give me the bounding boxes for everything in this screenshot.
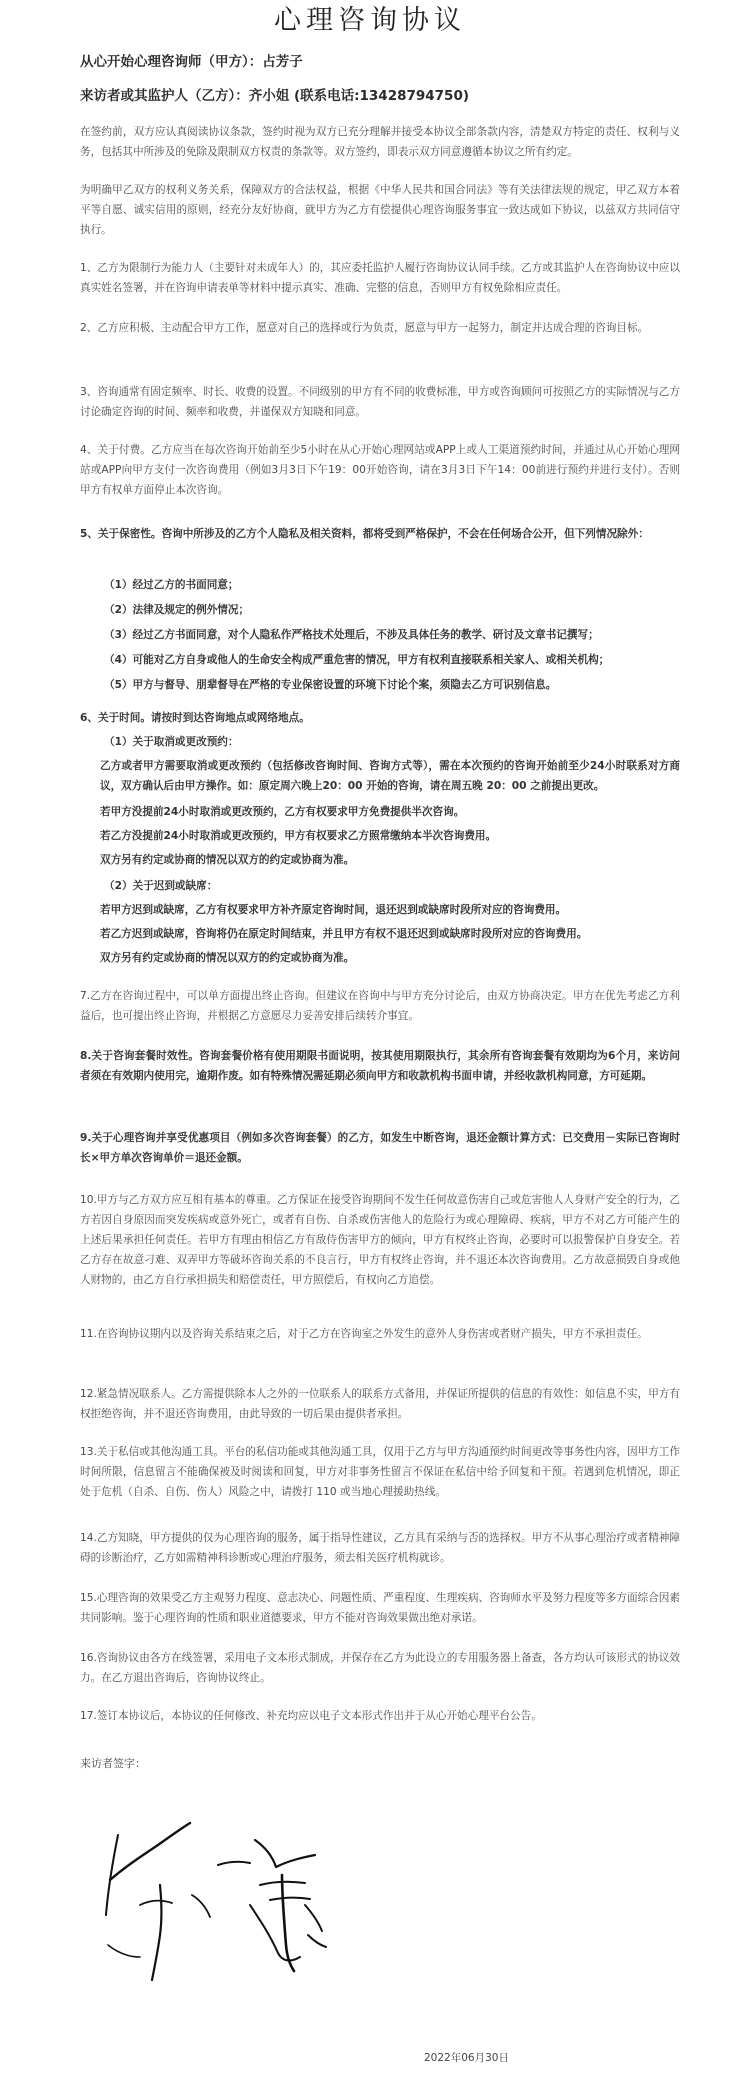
clause-4: 4、关于付费。乙方应当在每次咨询开始前至少5小时在从心开始心理网站或APP上或人工渠道预约时间，并通过从心开始心理网站或APP向甲方支付一次咨询费用（例如3月3日下午19：00开始咨询，请在3月3日下午14：00前进行预约并进行支付）。否则甲方有权单方面停止本次咨询。 — [80, 444, 680, 496]
clause-5-item: （2）法律及规定的例外情况； — [104, 604, 250, 616]
handwritten-signature — [100, 1795, 340, 1999]
clause-6: 6、关于时间。请按时到达咨询地点或网络地点。 — [80, 712, 310, 724]
clause-2: 2、乙方应积极、主动配合甲方工作，愿意对自己的选择或行为负责，愿意与甲方一起努力，制定并达成合理的咨询目标。 — [80, 322, 649, 334]
clause-6-rule: 双方另有约定或协商的情况以双方的约定或协商为准。 — [100, 952, 355, 964]
clause-5-item: （3）经过乙方书面同意，对个人隐私作严格技术处理后，不涉及具体任务的教学、研讨及文章书记撰写； — [104, 629, 599, 641]
clause-5-item: （4）可能对乙方自身或他人的生命安全构成严重危害的情况，甲方有权利直接联系相关家人、或相关机构； — [104, 654, 610, 666]
clause-13: 13.关于私信或其他沟通工具。平台的私信功能或其他沟通工具，仅用于乙方与甲方沟通预约时间更改等事务性内容，因甲方工作时间所限，信息留言不能确保被及时阅读和回复，甲方对非事务性留言不保证在私信中给予回复和干预。若遇到危机情况，即正处于危机（自杀、自伤、伤人）风险之中，请拨打 110 或当地心理援助热线。 — [80, 1446, 680, 1498]
clause-6-rule: 若乙方迟到或缺席，咨询将仍在原定时间结束，并且甲方有权不退还迟到或缺席时段所对应的咨询费用。 — [100, 928, 588, 940]
clause-16: 16.咨询协议由各方在线签署，采用电子文本形式制成，并保存在乙方为此设立的专用服务器上备查，各方均认可该形式的协议效力。在乙方退出咨询后，咨询协议终止。 — [80, 1652, 680, 1684]
clause-1: 1、乙方为限制行为能力人（主要针对未成年人）的，其应委托监护人履行咨询协议认同手续。乙方或其监护人在咨询协议中应以真实姓名签署，并在咨询申请表单等材料中提示真实、准确、完整的信息，否则甲方有权免除相应责任。 — [80, 262, 680, 294]
clause-6-rule: 若甲方没提前24小时取消或更改预约，乙方有权要求甲方免费提供半次咨询。 — [100, 806, 465, 818]
clause-8: 8.关于咨询套餐时效性。咨询套餐价格有使用期限书面说明，按其使用期限执行，其余所有咨询套餐有效期均为6个月，来访问者须在有效期内使用完，逾期作废。如有特殊情况需延期必须向甲方和收款机构书面申请，并经收款机构同意，方可延期。 — [80, 1050, 680, 1082]
clause-9: 9.关于心理咨询并享受优惠项目（例如多次咨询套餐）的乙方，如发生中断咨询，退还金额计算方式：已交费用－实际已咨询时长×甲方单次咨询单价＝退还金额。 — [80, 1132, 680, 1164]
intro-paragraph-1: 在签约前，双方应认真阅读协议条款，签约时视为双方已充分理解并接受本协议全部条款内容，清楚双方特定的责任、权利与义务，包括其中所涉及的免除及限制双方权责的条款等。双方签约，即表示双方同意遵循本协议之所有约定。 — [80, 126, 680, 158]
party-a: 从心开始心理咨询师（甲方）：占芳子 — [80, 54, 303, 70]
clause-17: 17.签订本协议后，本协议的任何修改、补充均应以电子文本形式作出并于从心开始心理平台公告。 — [80, 1710, 542, 1722]
clause-6-rule: 双方另有约定或协商的情况以双方的约定或协商为准。 — [100, 854, 355, 866]
clause-10: 10.甲方与乙方双方应互相有基本的尊重。乙方保证在接受咨询期间不发生任何故意伤害自己或危害他人人身财产安全的行为，乙方若因自身原因而突发疾病或意外死亡，或者有自伤、自杀或伤害他人的危险行为或心理障碍、疾病，甲方不对乙方可能产生的上述后果承担任何责任。若甲方有理由相信乙方有敌侍伤害甲方的倾向，甲方有权终止咨询，必要时可以报警保护自身安全。若乙方存在故意刁难、双弄甲方等破坏咨询关系的不良言行，甲方有权终止咨询，并不退还本次咨询费用。乙方故意损毁自身或他人财物的，由乙方自行承担损失和赔偿责任，甲方照偿后，有权向乙方追偿。 — [80, 1194, 680, 1286]
party-b: 来访者或其监护人（乙方）：齐小姐 (联系电话:13428794750) — [80, 88, 470, 104]
clause-12: 12.紧急情况联系人。乙方需提供除本人之外的一位联系人的联系方式备用，并保证所提供的信息的有效性：如信息不实，甲方有权拒绝咨询，并不退还咨询费用，由此导致的一切后果由提供者承担。 — [80, 1388, 680, 1420]
document-title: 心理咨询协议 — [274, 5, 466, 36]
clause-14: 14.乙方知晓，甲方提供的仅为心理咨询的服务，属于指导性建议，乙方具有采纳与否的选择权。甲方不从事心理治疗或者精神障碍的诊断治疗，乙方如需精神科诊断或心理治疗服务，须去相关医疗机构就诊。 — [80, 1532, 680, 1564]
signature-label: 来访者签字： — [80, 1757, 146, 1770]
clause-6-rule: 若乙方没提前24小时取消或更改预约，甲方有权要求乙方照常缴纳本半次咨询费用。 — [100, 830, 497, 842]
clause-6-sub-2: （2）关于迟到或缺席： — [104, 880, 218, 892]
clause-5-item: （1）经过乙方的书面同意； — [104, 579, 239, 591]
clause-6-sub-1: （1）关于取消或更改预约： — [104, 736, 239, 748]
clause-7: 7.乙方在咨询过程中，可以单方面提出终止咨询。但建议在咨询中与甲方充分讨论后，由双方协商决定。甲方在优先考虑乙方利益后，也可提出终止咨询，并根据乙方意愿尽力妥善安排后续转介事宜。 — [80, 990, 680, 1022]
clause-6-sub-1-text: 乙方或者甲方需要取消或更改预约（包括修改咨询时间、咨询方式等），需在本次预约的咨询开始前至少24小时联系对方商议，双方确认后由甲方操作。如：原定周六晚上20：00 开始的咨询，请在周五晚 20：00 之前提出更改。 — [100, 760, 680, 792]
clause-6-rule: 若甲方迟到或缺席，乙方有权要求甲方补齐原定咨询时间，退还迟到或缺席时段所对应的咨询费用。 — [100, 904, 567, 916]
clause-3: 3、咨询通常有固定频率、时长、收费的设置。不同级别的甲方有不同的收费标准，甲方或咨询顾问可按照乙方的实际情况与乙方讨论确定咨询的时间、频率和收费，并谨保双方知晓和同意。 — [80, 386, 680, 418]
clause-11: 11.在咨询协议期内以及咨询关系结束之后，对于乙方在咨询室之外发生的意外人身伤害或者财产损失，甲方不承担责任。 — [80, 1328, 648, 1340]
clause-15: 15.心理咨询的效果受乙方主观努力程度、意志决心、问题性质、严重程度、生理疾病、咨询师水平及努力程度等多方面综合因素共同影响。鉴于心理咨询的性质和职业道德要求，甲方不能对咨询效果做出绝对承诺。 — [80, 1592, 680, 1624]
clause-5-item: （5）甲方与督导、朋辈督导在严格的专业保密设置的环境下讨论个案，须隐去乙方可识别信息。 — [104, 679, 557, 691]
clause-5: 5、关于保密性。咨询中所涉及的乙方个人隐私及相关资料，都将受到严格保护，不会在任何场合公开，但下列情况除外： — [80, 528, 649, 540]
intro-paragraph-2: 为明确甲乙双方的权利义务关系，保障双方的合法权益，根据《中华人民共和国合同法》等有关法律法规的规定，甲乙双方本着平等自愿、诚实信用的原则，经充分友好协商，就甲方为乙方有偿提供心理咨询服务事宜一致达成如下协议，以兹双方共同信守执行。 — [80, 184, 680, 236]
signing-date: 2022年06月30日 — [424, 2052, 509, 2064]
